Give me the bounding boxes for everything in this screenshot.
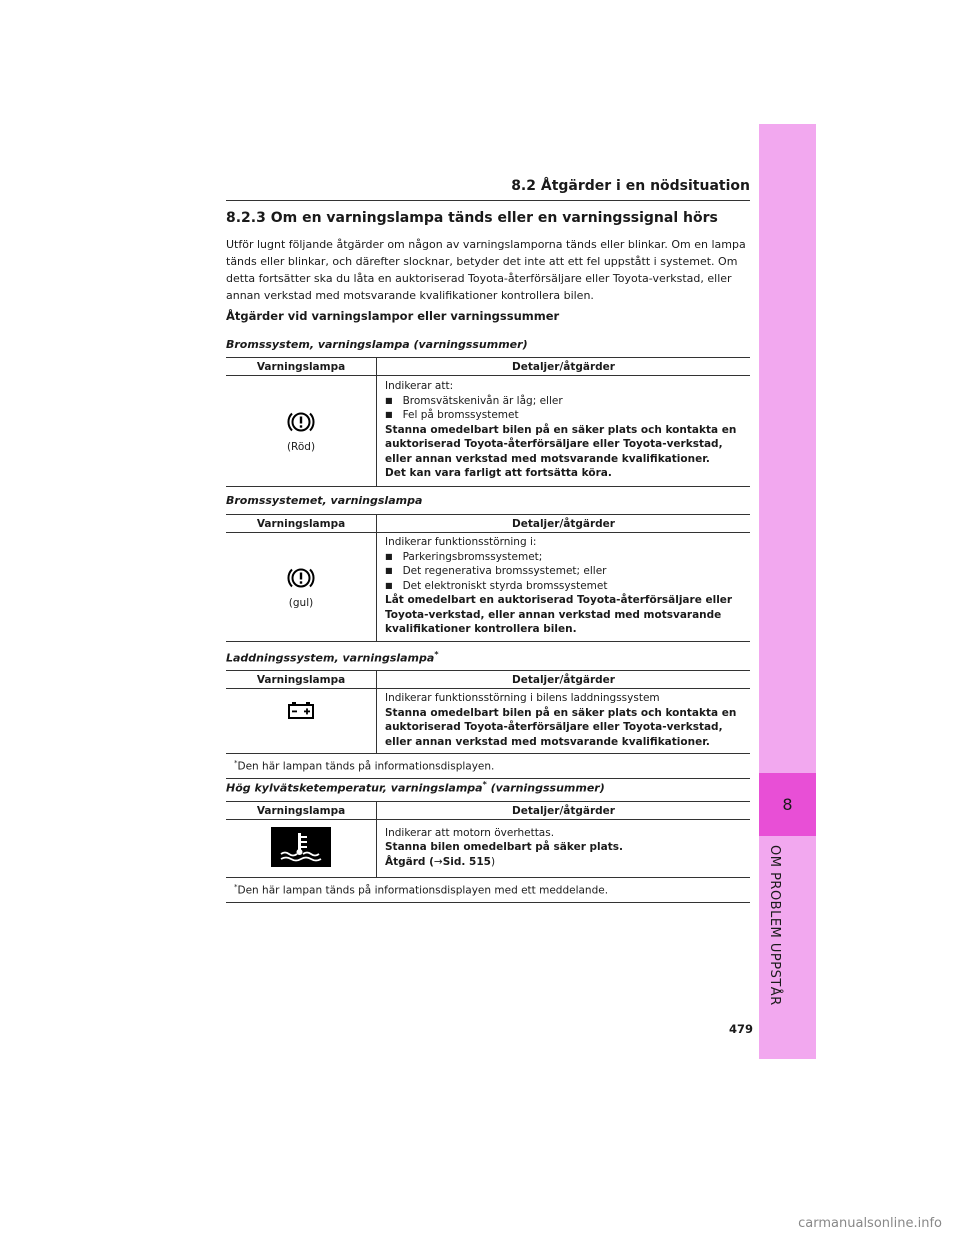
table-caption-brake-yellow: Bromssystemet, varningslampa — [226, 494, 423, 507]
table-footnote: *Den här lampan tänds på informationsdisplayen. — [226, 754, 750, 779]
chapter-title: OM PROBLEM UPPSTÅR — [767, 845, 782, 1006]
battery-icon — [226, 701, 376, 722]
page-number: 479 — [729, 1022, 754, 1036]
column-header-lamp: Varningslampa — [226, 358, 377, 376]
detail-action: Stanna bilen omedelbart på säker plats. — [385, 841, 623, 854]
lamp-color-label: (gul) — [288, 596, 314, 609]
intro-paragraph: Utför lugnt följande åtgärder om någon av varningslamporna tänds eller blinkar. Om en lampa tänds eller blinkar, och därefter slocknar, betyder det inte att ett fel uppstått i systemet. Om detta fortsätter ska du låta en auktoriserad Toyota-återförsäljare eller Toyota-verkstad, eller annan verkstad med motsvarande kvalifikationer kontrollera bilen. — [226, 238, 746, 302]
detail-bullet: ■ Fel på bromssystemet — [385, 408, 744, 423]
column-header-details: Detaljer/åtgärder — [377, 515, 751, 533]
table-footnote: *Den här lampan tänds på informationsdisplayen med ett meddelande. — [226, 878, 750, 903]
coolant-temperature-icon — [226, 827, 376, 870]
detail-action: Stanna omedelbart bilen på en säker plats och kontakta en auktoriserad Toyota-återförsäljare eller Toyota-verkstad, eller annan verkstad med motsvarande kvalifikationer. — [385, 706, 737, 748]
brake-warning-icon — [226, 409, 376, 438]
table-caption-charging: Laddningssystem, varningslampa* — [226, 650, 439, 665]
table-caption-coolant: Hög kylvätsketemperatur, varningslampa* (varningssummer) — [226, 780, 605, 795]
detail-bullet: ■ Bromsvätskenivån är låg; eller — [385, 394, 744, 409]
watermark: carmanualsonline.info — [798, 1216, 942, 1231]
coolant-temperature-table — [226, 801, 750, 903]
detail-warning: Det kan vara farligt att fortsätta köra. — [385, 467, 612, 480]
brake-system-red-table — [226, 357, 750, 487]
chapter-number: 8 — [782, 795, 793, 814]
column-header-details: Detaljer/åtgärder — [377, 802, 751, 820]
detail-bullet: ■ Det regenerativa bromssystemet; eller — [385, 564, 744, 579]
subheading: Åtgärder vid varningslampor eller varningssummer — [226, 309, 560, 323]
detail-intro: Indikerar funktionsstörning i bilens laddningssystem — [385, 692, 660, 704]
column-header-lamp: Varningslampa — [226, 802, 377, 820]
brake-system-yellow-table — [226, 514, 750, 642]
column-header-details: Detaljer/åtgärder — [377, 358, 751, 376]
detail-action: Stanna omedelbart bilen på en säker plats och kontakta en auktoriserad Toyota-återförsäljare eller Toyota-verkstad, eller annan verkstad med motsvarande kvalifikationer. — [385, 423, 737, 465]
detail-bullet: ■ Det elektroniskt styrda bromssystemet — [385, 579, 744, 594]
header-rule — [226, 200, 750, 201]
lamp-color-label: (Röd) — [286, 441, 316, 453]
detail-intro: Indikerar att: — [385, 380, 454, 393]
running-head: 8.2 Åtgärder i en nödsituation — [511, 178, 750, 194]
detail-intro: Indikerar funktionsstörning i: — [385, 536, 537, 548]
detail-intro: Indikerar att motorn överhettas. — [385, 826, 555, 839]
table-caption-brake-red: Bromssystem, varningslampa (varningssummer) — [226, 338, 528, 351]
column-header-lamp: Varningslampa — [226, 671, 377, 689]
detail-action: Låt omedelbart en auktoriserad Toyota-återförsäljare eller Toyota-verkstad, eller annan verkstad med motsvarande kvalifikationer kontrollera bilen. — [385, 594, 733, 635]
section-title: 8.2.3 Om en varningslampa tänds eller en varningssignal hörs — [226, 210, 718, 226]
column-header-lamp: Varningslampa — [226, 515, 377, 533]
detail-reference: Åtgärd (→Sid. 515) — [385, 855, 496, 868]
detail-bullet: ■ Parkeringsbromssystemet; — [385, 550, 744, 565]
page-reference-link[interactable]: Sid. 515 — [442, 855, 491, 868]
column-header-details: Detaljer/åtgärder — [377, 671, 751, 689]
brake-warning-icon — [226, 565, 376, 594]
charging-system-table — [226, 670, 750, 779]
